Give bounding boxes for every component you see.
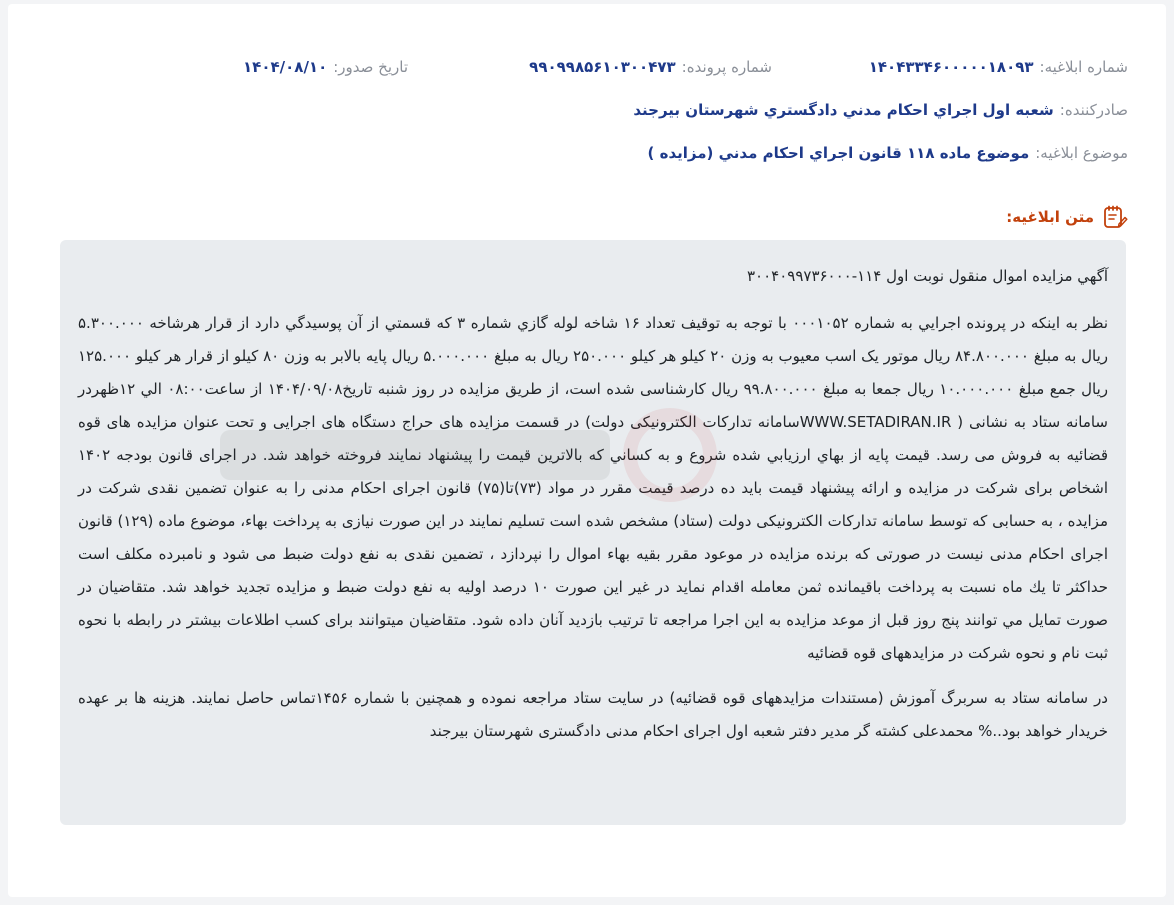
reference-number [869, 58, 1128, 76]
issuer [633, 101, 1128, 119]
issuer-label: صادرکننده: [1059, 101, 1128, 119]
reference-number-value: ۱۴۰۴۳۳۴۶۰۰۰۰۰۱۸۰۹۳ [868, 58, 1034, 76]
reference-number-label: شماره ابلاغيه: [1039, 58, 1128, 76]
issue-date-value: ۱۴۰۴/۰۸/۱۰ [243, 58, 328, 76]
subject-row [46, 144, 1128, 162]
notice-heading: آگهي مزايده اموال منقول نوبت اول ۱۱۴-۳۰۰۴۰۹۹۷۳۶۰۰۰ [746, 267, 1108, 285]
case-number [529, 58, 772, 76]
issuer-row [46, 101, 1128, 119]
case-number-value: ۹۹۰۹۹۸۵۶۱۰۳۰۰۴۷۳ [529, 58, 676, 76]
subject-label: موضوع ابلاغيه: [1035, 144, 1128, 162]
subject-value: موضوع ماده ۱۱۸ قانون اجراي احکام مدني (مزايده ) [647, 144, 1030, 162]
document-edit-icon [1102, 204, 1128, 230]
case-number-label: شماره پرونده: [681, 58, 772, 76]
notice-paragraph-2: در سامانه ستاد به سربرگ آموزش (مستندات مزايدههای قوه قضائيه) در سايت ستاد مراجعه نموده و همچنين با شماره ۱۴۵۶تماس حاصل نمايند. هزينه ها بر عهده خريدار خواهد بود..% محمدعلی کشته گر مدير دفتر شعبه اول اجرای احکام مدنی دادگستری شهرستان بيرجند [78, 689, 1108, 740]
notice-text-heading [1006, 204, 1128, 230]
issue-date-label: تاريخ صدور: [333, 58, 408, 76]
notice-text-title: متن ابلاغيه: [1006, 208, 1094, 226]
notice-card [8, 4, 1166, 897]
issue-date [243, 58, 408, 76]
notice-paragraph-1: نظر به اينکه در پرونده اجرايي به شماره ۰۰۰۱۰۵۲ با توجه به توقيف تعداد ۱۶ شاخه لوله گازي شماره ۳ که قسمتي از آن پوسيدگي دارد از قرار هرشاخه ۵.۳۰۰.۰۰۰ ريال به مبلغ ۸۴.۸۰۰.۰۰۰ ريال موتور يک اسب معيوب به وزن ۲۰ کيلو هر کيلو ۲۵۰.۰۰۰ ريال به مبلغ ۵.۰۰۰.۰۰۰ ريال پايه بالابر به وزن ۸۰ کيلو از قرار هر کيلو ۱۲۵.۰۰۰ ريال جمع مبلغ ۱۰.۰۰۰.۰۰۰ ريال جمعا به مبلغ ۹۹.۸۰۰.۰۰۰ ريال کارشناسی شده است، از طريق مزايده در روز شنبه تاريخ۱۴۰۴/۰۹/۰۸ از ساعت۰۸:۰۰ الي ۱۲ظهردر سامانه ستاد به نشانی ( WWW.SETADIRAN.IRسامانه تدارکات الکترونيکی دولت) در قسمت مزايده های حراج دستگاه های اجرايی و تحت عنوان مزايده های قوه قضائيه به فروش می رسد. قيمت پايه از بهاي ارزيابي شده شروع و به کساني که بالاترين قيمت را پيشنهاد نمايند فروخته خواهد شد. در اجرای قانون بودجه ۱۴۰۲ اشخاص برای شرکت در مزايده و ارائه پيشنهاد قيمت بايد ده درصد قيمت مقرر در مواد (۷۳)تا(۷۵) قانون اجرای احکام مدنی را به عنوان تضمين نقدی شرکت در مزايده ، به حسابی که توسط سامانه تدارکات الکترونيکی دولت (ستاد) مشخص شده است تسليم نمايند در اين صورت نيازی به پرداخت بهاء، موضوع ماده (۱۲۹) قانون اجرای احکام مدنی نيست در صورتی که برنده مزايده در موعود مقرر بقيه بهاء اموال را نپردازد ، تضمين نقدی به نفع دولت ضبط می شود و نامبرده مکلف است حداکثر تا يك ماه نسبت به پرداخت باقيمانده ثمن معامله اقدام نمايد در غير اين صورت ۱۰ درصد اوليه به نفع دولت ضبط و مزايده تجديد خواهد شد. متقاضيان در صورت تمايل مي توانند پنج روز قبل از موعد مزايده به اين اجرا مراجعه تا ترتيب بازديد آنان داده شود. متقاضيان ميتوانند برای کسب اطلاعات بيشتر در رابطه با نحوه ثبت نام و نحوه شرکت در مزايدههای قوه قضائيه [78, 314, 1109, 662]
notice-body [60, 240, 1126, 825]
issuer-value: شعبه اول اجراي احكام مدني دادگستري شهرستان بيرجند [633, 101, 1054, 119]
subject [648, 144, 1128, 162]
